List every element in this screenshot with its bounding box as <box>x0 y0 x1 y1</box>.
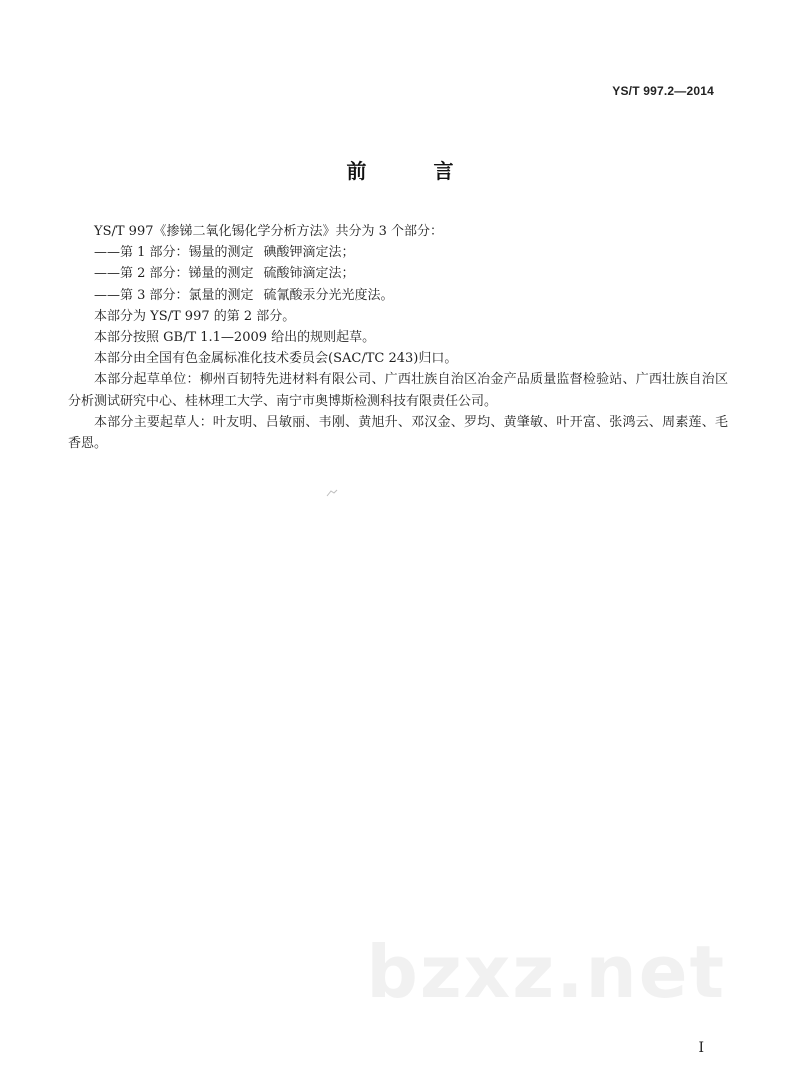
scan-mark-icon <box>326 488 338 498</box>
part-1-name: ——第 1 部分：锡量的测定 <box>94 245 254 261</box>
part-3-name: ——第 3 部分：氯量的测定 <box>94 287 254 303</box>
part-3-item <box>68 285 728 306</box>
drafting-units-paragraph: 本部分起草单位：柳州百韧特先进材料有限公司、广西壮族自治区冶金产品质量监督检验站、广西壮族自治区分析测试研究中心、桂林理工大学、南宁市奥博斯检测科技有限责任公司。 <box>68 372 728 409</box>
part-2-method: 硫酸铈滴定法； <box>263 266 355 282</box>
part-1-item <box>68 242 728 263</box>
watermark-logo: bzxz.net <box>366 930 726 1014</box>
page-title: 前 言 <box>346 159 484 183</box>
part-3-method: 硫氰酸汞分光光度法。 <box>263 287 394 303</box>
foreword-body <box>68 221 728 454</box>
centralized-paragraph: 本部分由全国有色金属标准化技术委员会(SAC/TC 243)归口。 <box>94 351 458 367</box>
intro-paragraph: YS/T 997《掺锑二氧化锡化学分析方法》共分为 3 个部分： <box>94 224 444 239</box>
part-2-name: ——第 2 部分：锑量的测定 <box>94 266 254 282</box>
this-part-paragraph: 本部分为 YS/T 997 的第 2 部分。 <box>94 308 296 324</box>
part-2-item <box>68 263 728 284</box>
part-1-method: 碘酸钾滴定法； <box>263 245 355 261</box>
standard-code: YS/T 997.2—2014 <box>612 84 714 98</box>
drafting-rule-paragraph: 本部分按照 GB/T 1.1—2009 给出的规则起草。 <box>94 330 376 346</box>
page-number: I <box>698 1040 704 1056</box>
drafters-paragraph: 本部分主要起草人：叶友明、吕敏丽、韦刚、黄旭升、邓汉金、罗均、黄肇敏、叶开富、张鸿云、周素莲、毛香恩。 <box>68 414 728 452</box>
